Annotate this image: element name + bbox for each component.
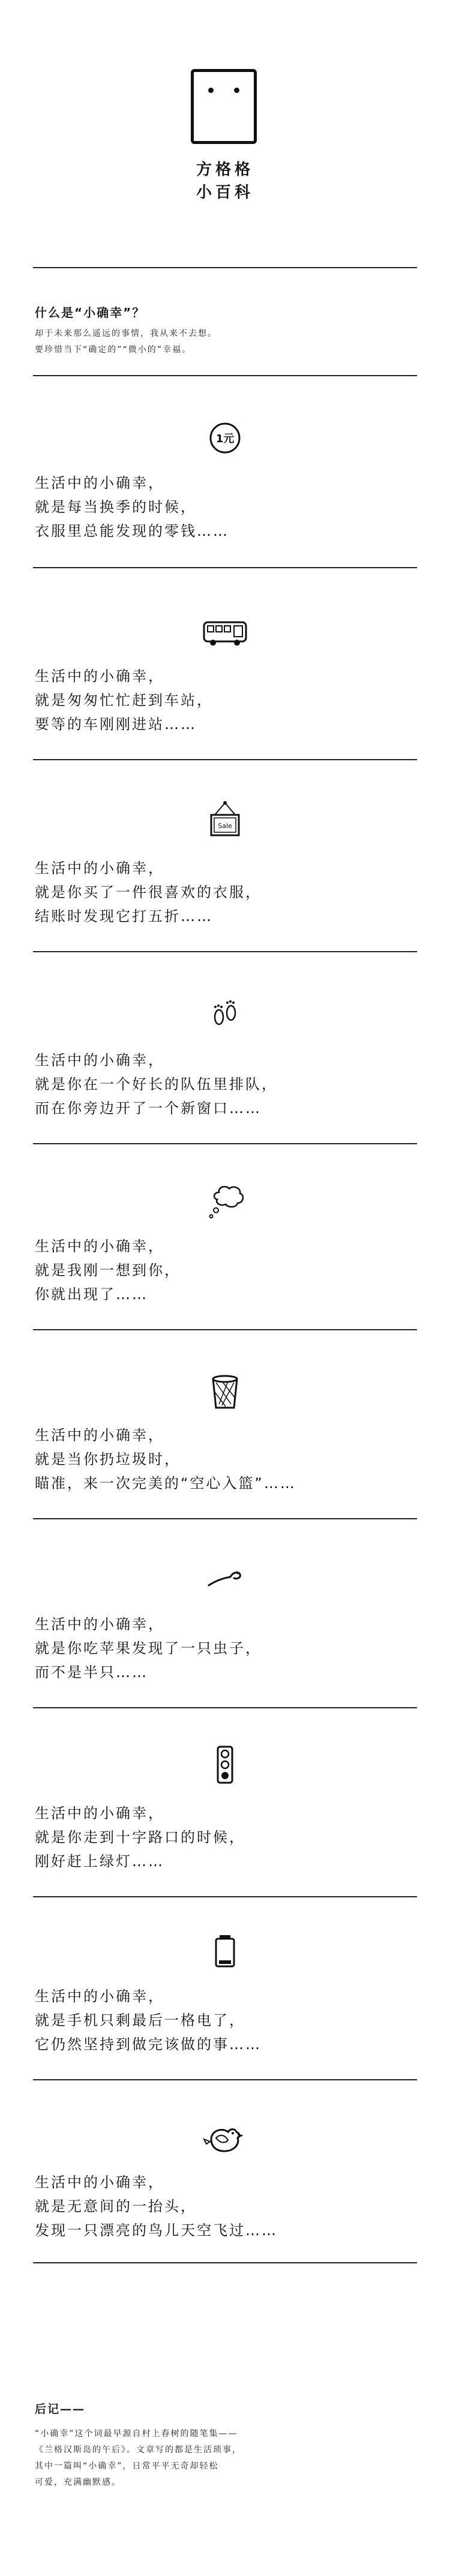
header-title-line2: 小百科 (196, 184, 254, 202)
bus-icon (198, 609, 252, 657)
divider (33, 567, 417, 568)
card-4-line-1: 生活中的小确幸， (35, 1052, 164, 1069)
postscript-line-4: 可爱，充满幽默感。 (35, 2478, 121, 2487)
card-5-line-3: 你就出现了…… (35, 1286, 148, 1303)
divider (33, 759, 417, 760)
bird-icon (198, 2115, 252, 2163)
card-1-line-2: 就是每当换季的时候， (35, 499, 197, 515)
card-9-line-2: 就是手机只剩最后一格电了， (35, 2012, 245, 2029)
postscript-title: 后记—— (35, 2403, 86, 2416)
sale-sign-icon (198, 798, 252, 846)
card-9-line-3: 它仍然坚持到做完该做的事…… (35, 2036, 262, 2053)
divider (33, 267, 417, 268)
postscript-line-3: 其中一篇叫“小确幸”，日常平平无奇却轻松 (35, 2461, 219, 2471)
intro-line-2: 要珍惜当下“确定的”“微小的”幸福。 (35, 345, 192, 355)
card-6-line-2: 就是当你扔垃圾时， (35, 1451, 181, 1468)
card-10-line-1: 生活中的小确幸， (35, 2174, 164, 2191)
card-7-line-3: 而不是半只…… (35, 1664, 148, 1681)
card-2-line-1: 生活中的小确幸， (35, 668, 164, 685)
wastebasket-icon (198, 1368, 252, 1416)
card-9-line-1: 生活中的小确幸， (35, 1988, 164, 2005)
postscript-line-1: “小确幸”这个词最早源自村上春树的随笔集—— (35, 2429, 238, 2439)
logo-right-eye (234, 88, 239, 93)
card-5-line-1: 生活中的小确幸， (35, 1238, 164, 1255)
traffic-light-icon (198, 1743, 252, 1791)
coin-label: 1元 (215, 433, 235, 445)
postscript-line-2: 《兰格汉斯岛的午后》。文章写的都是生活琐事， (35, 2445, 242, 2455)
intro-question: 什么是“小确幸”？ (35, 305, 146, 320)
card-4-line-3: 而在你旁边开了一个新窗口…… (35, 1100, 262, 1117)
divider (33, 1143, 417, 1144)
card-10-line-2: 就是无意间的一抬头， (35, 2198, 197, 2215)
intro-line-1: 却于未来那么遥远的事情，我从来不去想。 (35, 329, 217, 338)
divider (33, 1707, 417, 1708)
card-2-line-2: 就是匆匆忙忙赶到车站， (35, 692, 213, 709)
card-5-line-2: 就是我刚一想到你， (35, 1262, 181, 1279)
divider (33, 1329, 417, 1330)
worm-icon (198, 1554, 252, 1602)
low-battery-icon (198, 1929, 252, 1977)
card-1-line-3: 衣服里总能发现的零钱…… (35, 523, 229, 539)
footprints-icon (198, 990, 252, 1038)
header-title-line1: 方格格 (196, 161, 254, 179)
card-2-line-3: 要等的车刚刚进站…… (35, 716, 197, 733)
card-10-line-3: 发现一只漂亮的鸟儿天空飞过…… (35, 2222, 278, 2239)
card-8-line-1: 生活中的小确幸， (35, 1805, 164, 1822)
card-6-line-1: 生活中的小确幸， (35, 1427, 164, 1444)
divider (33, 375, 417, 376)
divider (33, 2079, 417, 2080)
divider (33, 951, 417, 952)
thought-bubble-icon (198, 1179, 252, 1227)
sale-sign-label: Sale (218, 822, 232, 830)
card-4-line-2: 就是你在一个好长的队伍里排队， (35, 1076, 278, 1093)
one-yuan-coin-icon (198, 414, 252, 462)
card-7-line-1: 生活中的小确幸， (35, 1616, 164, 1633)
card-7-line-2: 就是你吃苹果发现了一只虫子， (35, 1640, 262, 1657)
card-8-line-2: 就是你走到十字路口的时候， (35, 1829, 245, 1846)
card-8-line-3: 刚好赶上绿灯…… (35, 1853, 164, 1870)
logo-left-eye (208, 88, 214, 93)
logo-box-icon (191, 69, 257, 144)
card-1-line-1: 生活中的小确幸， (35, 475, 164, 491)
divider (33, 1518, 417, 1519)
card-3-line-2: 就是你买了一件很喜欢的衣服， (35, 884, 262, 901)
divider (33, 2262, 417, 2263)
card-3-line-3: 结账时发现它打五折…… (35, 908, 213, 925)
card-3-line-1: 生活中的小确幸， (35, 860, 164, 877)
card-6-line-3: 瞄准，来一次完美的“空心入篮”…… (35, 1475, 296, 1492)
divider (33, 1896, 417, 1897)
